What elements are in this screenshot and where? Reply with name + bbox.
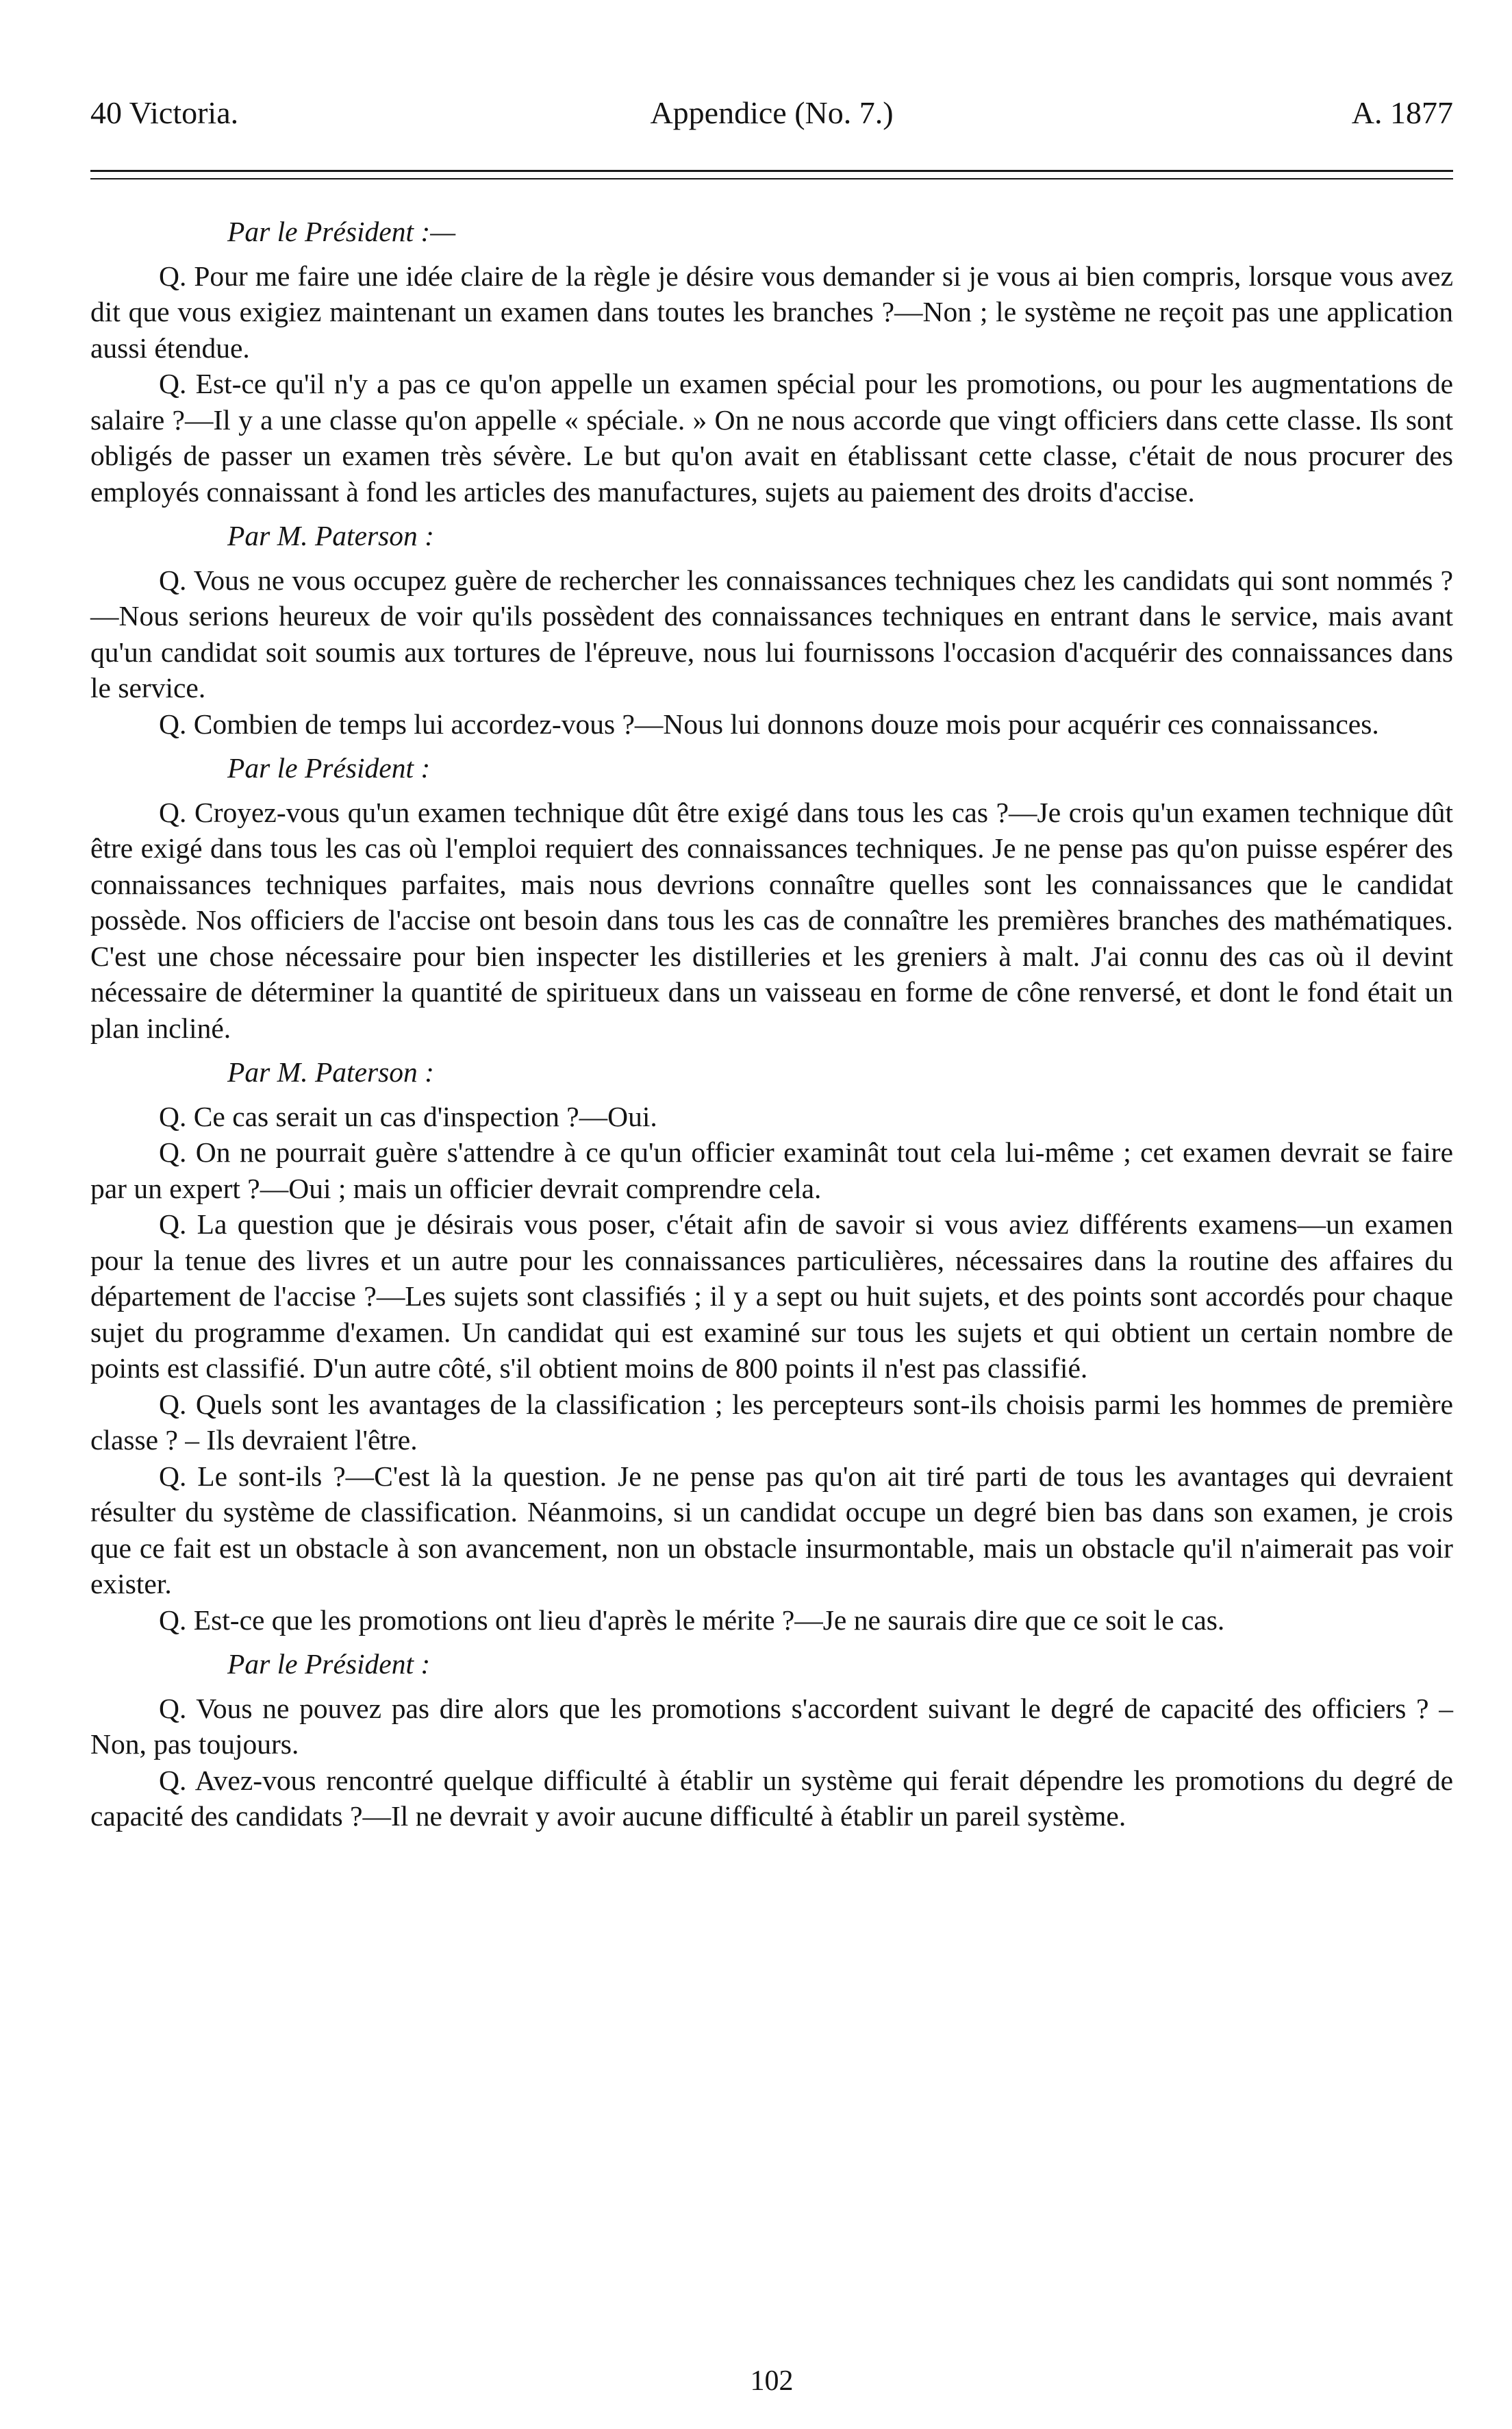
question-answer: Q. Avez-vous rencontré quelque difficulté à établir un système qui ferait dépendre les promotions du degré de capacité des candidats ?—Il ne devrait y avoir aucune difficulté à établir un pareil système.: [90, 1764, 1453, 1832]
question-answer: Q. Ce cas serait un cas d'inspection ?—Oui.: [159, 1100, 657, 1132]
question-answer: Q. Quels sont les avantages de la classification ; les percepteurs sont-ils choisis parmi les hommes de première classe ? – Ils devraient l'être.: [90, 1388, 1453, 1456]
header-session: 40 Victoria.: [90, 95, 239, 130]
header-year: A. 1877: [1351, 95, 1453, 130]
question-answer: Q. Pour me faire une idée claire de la règle je désire vous demander si je vous ai bien compris, lorsque vous avez dit que vous exigiez maintenant un examen dans toutes les branches ?—Non ; le système ne reçoit pas une application aussi étendue.: [90, 260, 1453, 364]
question-answer: Q. Est-ce qu'il n'y a pas ce qu'on appelle un examen spécial pour les promotions, ou pour les augmentations de salaire ?—Il y a une classe qu'on appelle « spéciale. » On ne nous accorde que vingt officiers dans cette classe. Ils sont obligés de passer un examen très sévère. Le but qu'on avait en établissant cette classe, c'était de nous procurer des employés connaissant à fond les articles des manufactures, sujets au paiement des droits d'accise.: [90, 368, 1453, 508]
document-body: [90, 205, 1453, 1834]
speaker-heading: Par M. Paterson :: [227, 1056, 434, 1088]
question-answer: Q. Vous ne vous occupez guère de rechercher les connaissances techniques chez les candidats qui sont nommés ?—Nous serions heureux de voir qu'ils possèdent des connaissances techniques en entrant dans le service, mais avant qu'un candidat soit soumis aux tortures de l'épreuve, nous lui fournissons l'occasion d'acquérir des connaissances dans le service.: [90, 564, 1453, 703]
question-answer: Q. La question que je désirais vous poser, c'était afin de savoir si vous aviez différents examens—un examen pour la tenue des livres et un autre pour les connaissances particulières, nécessaires dans la routine des affaires du département de l'accise ?—Les sujets sont classifiés ; il y a sept ou huit sujets, et des points sont accordés pour chaque sujet du programme d'examen. Un candidat qui est examiné sur tous les sujets et qui obtient un certain nombre de points est classifié. D'un autre côté, s'il obtient moins de 800 points il n'est pas classifié.: [90, 1208, 1453, 1384]
question-answer: Q. Est-ce que les promotions ont lieu d'après le mérite ?—Je ne saurais dire que ce soit le cas.: [159, 1604, 1225, 1636]
question-answer: Q. On ne pourrait guère s'attendre à ce qu'un officier examinât tout cela lui-même ; cet examen devrait se faire par un expert ?—Oui ; mais un officier devrait comprendre cela.: [90, 1136, 1453, 1204]
speaker-heading: Par M. Paterson :: [227, 520, 434, 551]
page-number: 102: [750, 2365, 794, 2397]
question-answer: Q. Combien de temps lui accordez-vous ?—Nous lui donnons douze mois pour acquérir ces connaissances.: [159, 708, 1379, 740]
header-appendix: Appendice (No. 7.): [650, 95, 894, 130]
running-header: [90, 89, 1453, 137]
question-answer: Q. Le sont-ils ?—C'est là la question. Je ne pense pas qu'on ait tiré parti de tous les avantages qui devraient résulter du système de classification. Néanmoins, si un candidat occupe un degré bien bas dans son examen, je crois que ce fait est un obstacle à son avancement, non un obstacle insurmontable, mais un obstacle qu'il n'aimerait pas voir exister.: [90, 1460, 1453, 1599]
question-answer: Q. Vous ne pouvez pas dire alors que les promotions s'accordent suivant le degré de capacité des officiers ? – Non, pas toujours.: [90, 1692, 1453, 1760]
document-page: [90, 0, 1453, 2429]
header-rule-secondary: [90, 178, 1453, 179]
question-answer: Q. Croyez-vous qu'un examen technique dût être exigé dans tous les cas ?—Je crois qu'un examen technique dût être exigé dans tous les cas où l'emploi requiert des connaissances techniques. Je ne pense pas qu'on puisse espérer des connaissances techniques parfaites, mais nous devrions connaître quelles sont les connaissances que le candidat possède. Nos officiers de l'accise ont besoin dans tous les cas de connaître les premières branches des mathématiques. C'est une chose nécessaire pour bien inspecter les distilleries et les greniers à malt. J'ai connu des cas où il devint nécessaire de déterminer la quantité de spiritueux dans un vaisseau en forme de cône renversé, et dont le fond était un plan incliné.: [90, 796, 1453, 1044]
header-rule: [90, 170, 1453, 172]
speaker-heading: Par le Président :: [227, 1648, 431, 1680]
speaker-heading: Par le Président :: [227, 752, 431, 784]
speaker-heading: Par le Président :—: [227, 216, 456, 247]
